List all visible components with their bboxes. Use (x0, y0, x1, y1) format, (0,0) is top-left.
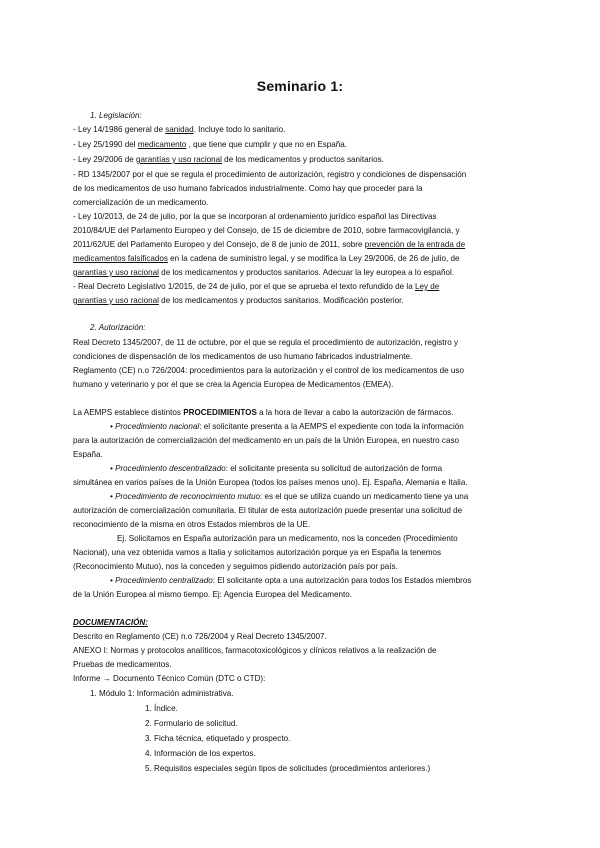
text-line: medicamentos falsificados en la cadena de suministro legal, y se modifica la Ley 29/2006, de 26 de julio, de (73, 254, 460, 263)
text-line: - Ley 25/1990 del medicamento , que tiene que cumplir y que no en España. (73, 140, 348, 149)
text-line: garantías y uso racional de los medicamentos y productos sanitarios. Modificación posterior. (73, 296, 404, 305)
text-line: - Ley 10/2013, de 24 de julio, por la que se incorporan al ordenamiento jurídico español las Directivas (73, 212, 437, 221)
text-line: autorización de comercialización comunitaria. El titular de esta autorización puede presentar una solicitud de (73, 506, 463, 515)
procedure-reconocimiento-mutuo: • Procedimiento de reconocimiento mutuo: es el que se utiliza cuando un medicamento tiene ya una (110, 492, 469, 501)
text-line: condiciones de dispensación de los medicamentos de uso humano fabricados industrialmente. (73, 352, 413, 361)
text-line: Informe → Documento Técnico Común (DTC o CTD): (73, 674, 266, 683)
text-line: España. (73, 450, 103, 459)
procedure-centralizado: • Procedimiento centralizado: El solicitante opta a una autorización para todos los Estados miembros (110, 576, 472, 585)
text-line: humano y veterinario y por el que se crea la Agencia Europea de Medicamentos (EMEA). (73, 380, 394, 389)
text-line: Real Decreto 1345/2007, de 11 de octubre, por el que se regula el procedimiento de autorización, registro y (73, 338, 458, 347)
text-line: de la Unión Europea al mismo tiempo. Ej: Agencia Europea del Medicamento. (73, 590, 352, 599)
text-line: - Ley 14/1986 general de sanidad. Incluye todo lo sanitario. (73, 125, 286, 134)
text-line: garantías y uso racional de los medicamentos y productos sanitarios. Adecuar la ley europea a lo español. (73, 268, 455, 277)
section-2-heading: 2. Autorización: (90, 323, 146, 332)
text-line: reconocimiento de la misma en otros Estados miembros de la UE. (73, 520, 311, 529)
text-line: de los medicamentos de uso humano fabricados industrialmente. Como hay que proceder para la (73, 184, 423, 193)
list-item: 5. Requisitos especiales según tipos de solicitudes (procedimientos anteriores.) (145, 764, 431, 773)
text-line: - RD 1345/2007 por el que se regula el procedimiento de autorización, registro y condiciones de dispensación (73, 170, 467, 179)
list-item: 2. Formulario de solicitud. (145, 719, 238, 728)
text-line: (Reconocimiento Mutuo), nos la conceden y seguimos pidiendo autorización país por país. (73, 562, 398, 571)
text-line: Pruebas de medicamentos. (73, 660, 172, 669)
text-line: simultánea en varios países de la Unión Europea (todos los países menos uno). Ej. España, Alemania e Italia. (73, 478, 468, 487)
text-line: Ej. Solicitamos en España autorización para un medicamento, nos la conceden (Procedimiento (117, 534, 458, 543)
text-line: - Ley 29/2006 de garantías y uso racional de los medicamentos y productos sanitarios. (73, 155, 384, 164)
list-item: 1. Índice. (145, 704, 178, 713)
procedure-nacional: • Procedimiento nacional: el solicitante presenta a la AEMPS el expediente con toda la información (110, 422, 464, 431)
text-line: ANEXO I: Normas y protocolos analíticos, farmacotoxicológicos y clínicos relativos a la realización de (73, 646, 437, 655)
section-1-heading: 1. Legislación: (90, 111, 142, 120)
text-line: Nacional), una vez obtenida vamos a Italia y solicitamos autorización porque ya en España la tenemos (73, 548, 442, 557)
text-line: La AEMPS establece distintos PROCEDIMIENTOS a la hora de llevar a cabo la autorización de fármacos. (73, 408, 454, 417)
text-line: comercialización de un medicamento. (73, 198, 209, 207)
module-1-item: 1. Módulo 1: Información administrativa. (90, 689, 234, 698)
text-line: Descrito en Reglamento (CE) n.o 726/2004 y Real Decreto 1345/2007. (73, 632, 327, 641)
text-line: Reglamento (CE) n.o 726/2004: procedimientos para la autorización y el control de los medicamentos de uso (73, 366, 464, 375)
documentation-heading: DOCUMENTACIÓN: (73, 618, 148, 627)
text-line: - Real Decreto Legislativo 1/2015, de 24 de julio, por el que se aprueba el texto refundido de la Ley de (73, 282, 440, 291)
text-line: para la autorización de comercialización del medicamento en un país de la Unión Europea, en nuestro caso (73, 436, 460, 445)
list-item: 3. Ficha técnica, etiquetado y prospecto. (145, 734, 291, 743)
page-title: Seminario 1: (256, 78, 344, 94)
procedure-descentralizado: • Procedimiento descentralizado: el solicitante presenta su solicitud de autorización de forma (110, 464, 443, 473)
text-line: 2011/62/UE del Parlamento Europeo y del Consejo, de 8 de junio de 2011, sobre prevención de la entrada de (73, 240, 466, 249)
list-item: 4. Información de los expertos. (145, 749, 256, 758)
text-line: 2010/84/UE del Parlamento Europeo y del Consejo, de 15 de diciembre de 2010, sobre farmacovigilancia, y (73, 226, 460, 235)
